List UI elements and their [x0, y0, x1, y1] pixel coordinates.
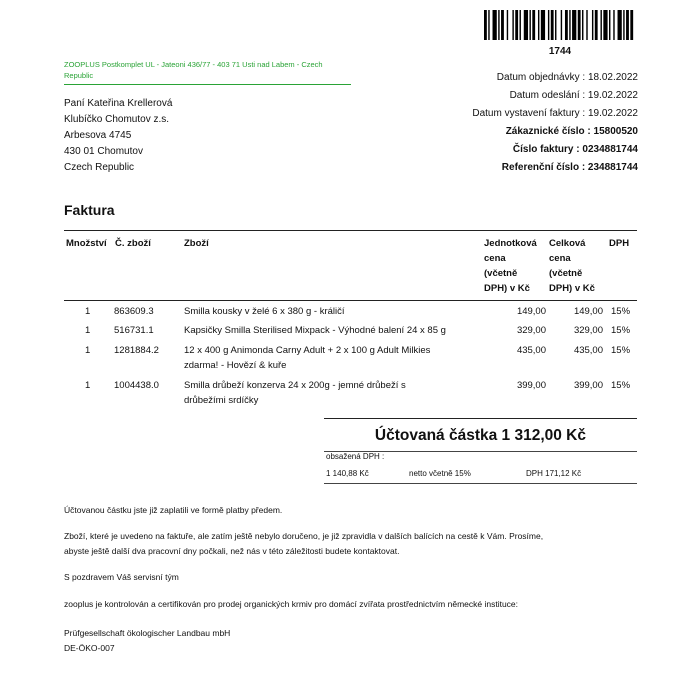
- row-1-unit-price: 149,00: [516, 306, 546, 317]
- row-4-item-line: Smilla drůbeží konzerva 24 x 200g - jemné drůbeží s: [184, 380, 406, 391]
- invoice-number: Číslo faktury : 0234881744: [512, 144, 638, 155]
- row-4-unit-price: 399,00: [516, 380, 546, 391]
- order-date: Datum objednávky : 18.02.2022: [496, 72, 638, 83]
- invoice-date: Datum vystavení faktury : 19.02.2022: [472, 108, 638, 119]
- net-label: netto včetně 15%: [409, 469, 471, 478]
- row-4-vat: 15%: [611, 380, 631, 391]
- invoice-meta: [472, 69, 638, 177]
- barcode-bar: [613, 10, 614, 40]
- barcode-bar: [603, 10, 607, 40]
- row-1-item-no: 863609.3: [114, 306, 154, 317]
- document-title: Faktura: [64, 202, 115, 218]
- header-total-price-line: cena: [549, 253, 571, 264]
- customer-number: Zákaznické číslo : 15800520: [505, 126, 638, 137]
- sender-address: ZOOPLUS Postkomplet UL - Jateoni 436/77 - 403 71 Usti nad Labem - Czech Republic: [64, 60, 323, 80]
- barcode-bar: [569, 10, 570, 40]
- barcode-bar: [578, 10, 581, 40]
- row-1-vat: 15%: [611, 306, 631, 317]
- row-4-item-no: 1004438.0: [114, 380, 159, 391]
- row-3-vat: 15%: [611, 345, 631, 356]
- barcode-bar: [501, 10, 504, 40]
- barcode-bar: [532, 10, 535, 40]
- barcode-bar: [565, 10, 568, 40]
- header-unit-price-line: (včetně: [484, 268, 518, 279]
- row-3-item-line: 12 x 400 g Animonda Carny Adult + 2 x 100 g Adult Milkies: [184, 345, 431, 356]
- note-paid: Účtovanou částku jste již zaplatili ve formě platby předem.: [64, 505, 283, 515]
- barcode-bar: [541, 10, 545, 40]
- barcode-bar: [551, 10, 554, 40]
- row-1-total-price: 149,00: [573, 306, 603, 317]
- barcode-bar: [524, 10, 528, 40]
- total-bottom-rule: [324, 483, 637, 484]
- row-1-qty: 1: [85, 306, 91, 317]
- table-header-rule: [64, 300, 637, 301]
- header-total-price: [549, 236, 595, 296]
- note-delivery-1: Zboží, které je uvedeno na faktuře, ale zatím ještě nebylo doručeno, je již zpravidla v dalších balících na cestě k Vám. Prosíme,: [64, 531, 544, 541]
- barcode-bar: [498, 10, 499, 40]
- row-4-item-line: drůbežími srdíčky: [184, 395, 259, 406]
- note-certification: zooplus je kontrolován a certifikován pro prodej organických krmiv pro domácí zvířata prostřednictvím německé instituce:: [64, 599, 519, 609]
- barcode-bar: [515, 10, 518, 40]
- ship-date: Datum odeslání : 19.02.2022: [509, 90, 638, 101]
- reference-number: Referenční číslo : 234881744: [501, 162, 638, 173]
- recipient-city: 430 01 Chomutov: [64, 146, 143, 157]
- barcode-bar: [618, 10, 622, 40]
- net-amount: 1 140,88 Kč: [326, 469, 369, 478]
- total-top-rule: [324, 418, 637, 419]
- note-cert-body: Prüfgesellschaft ökologischer Landbau mbH: [64, 628, 231, 638]
- row-2-vat: 15%: [611, 325, 631, 336]
- barcode-bar: [555, 10, 556, 40]
- row-3-item-line: zdarma! - Hovězí & kuře: [184, 360, 287, 371]
- recipient-country: Czech Republic: [64, 162, 135, 173]
- row-3-unit-price: 435,00: [516, 345, 546, 356]
- barcode-bar: [572, 10, 576, 40]
- barcode-bar: [586, 10, 587, 40]
- header-unit-price-line: cena: [484, 253, 506, 264]
- header-total-price-line: (včetně: [549, 268, 583, 279]
- row-1-item: Smilla kousky v želé 6 x 380 g - králičí: [184, 306, 345, 317]
- barcode-bar: [626, 10, 629, 40]
- row-4-total-price: 399,00: [573, 380, 603, 391]
- recipient-organization: Klubíčko Chomutov z.s.: [64, 114, 170, 125]
- barcode-bar: [512, 10, 513, 40]
- note-greeting: S pozdravem Váš servisní tým: [64, 572, 179, 582]
- recipient-address: [64, 96, 172, 176]
- barcode-bar: [592, 10, 593, 40]
- header-item: Zboží: [184, 238, 209, 249]
- row-2-item: Kapsičky Smilla Sterilised Mixpack - Výhodné balení 24 x 85 g: [184, 325, 446, 336]
- header-total-price-line: Celková: [549, 238, 586, 249]
- row-2-total-price: 329,00: [573, 325, 603, 336]
- barcode-bar: [630, 10, 633, 40]
- barcode-bar: [582, 10, 583, 40]
- header-unit-price-line: Jednotková: [484, 238, 537, 249]
- sender-divider: [64, 84, 351, 85]
- barcode-bar: [484, 10, 487, 40]
- barcode-bar: [609, 10, 610, 40]
- barcode-bar: [548, 10, 549, 40]
- barcode-bar: [507, 10, 508, 40]
- header-item-no: Č. zboží: [115, 238, 151, 249]
- header-qty: Množství: [66, 238, 107, 249]
- barcode-bar: [561, 10, 562, 40]
- row-2-unit-price: 329,00: [516, 325, 546, 336]
- row-3-total-price: 435,00: [573, 345, 603, 356]
- header-vat: DPH: [609, 238, 630, 249]
- header-unit-price: [484, 236, 537, 296]
- row-4-item: [184, 378, 406, 408]
- note-delivery-2: abyste ještě další dva pracovní dny počkali, než nás v této záležitosti budete kontaktovat.: [64, 546, 400, 556]
- row-2-qty: 1: [85, 325, 91, 336]
- row-4-qty: 1: [85, 380, 91, 391]
- table-top-rule: [64, 230, 637, 231]
- barcode: [484, 10, 636, 40]
- header-total-price-line: DPH) v Kč: [549, 283, 595, 294]
- barcode-bar: [600, 10, 601, 40]
- barcode-bar: [493, 10, 497, 40]
- barcode-number: 1744: [548, 46, 572, 57]
- note-cert-code: DE-ÖKO-007: [64, 643, 115, 653]
- vat-included-label: obsažená DPH :: [326, 452, 385, 461]
- barcode-bar: [538, 10, 539, 40]
- barcode-bar: [529, 10, 530, 40]
- vat-amount: DPH 171,12 Kč: [526, 469, 582, 478]
- recipient-name: Paní Kateřina Krellerová: [64, 98, 173, 109]
- recipient-street: Arbesova 4745: [64, 130, 132, 141]
- barcode-bar: [488, 10, 489, 40]
- header-unit-price-line: DPH) v Kč: [484, 283, 530, 294]
- row-3-item-no: 1281884.2: [114, 345, 159, 356]
- row-3-item: [184, 343, 430, 373]
- row-2-item-no: 516731.1: [114, 325, 154, 336]
- total-amount: Účtovaná částka 1 312,00 Kč: [374, 427, 586, 444]
- barcode-bar: [623, 10, 624, 40]
- barcode-bar: [595, 10, 598, 40]
- row-3-qty: 1: [85, 345, 91, 356]
- barcode-bar: [520, 10, 521, 40]
